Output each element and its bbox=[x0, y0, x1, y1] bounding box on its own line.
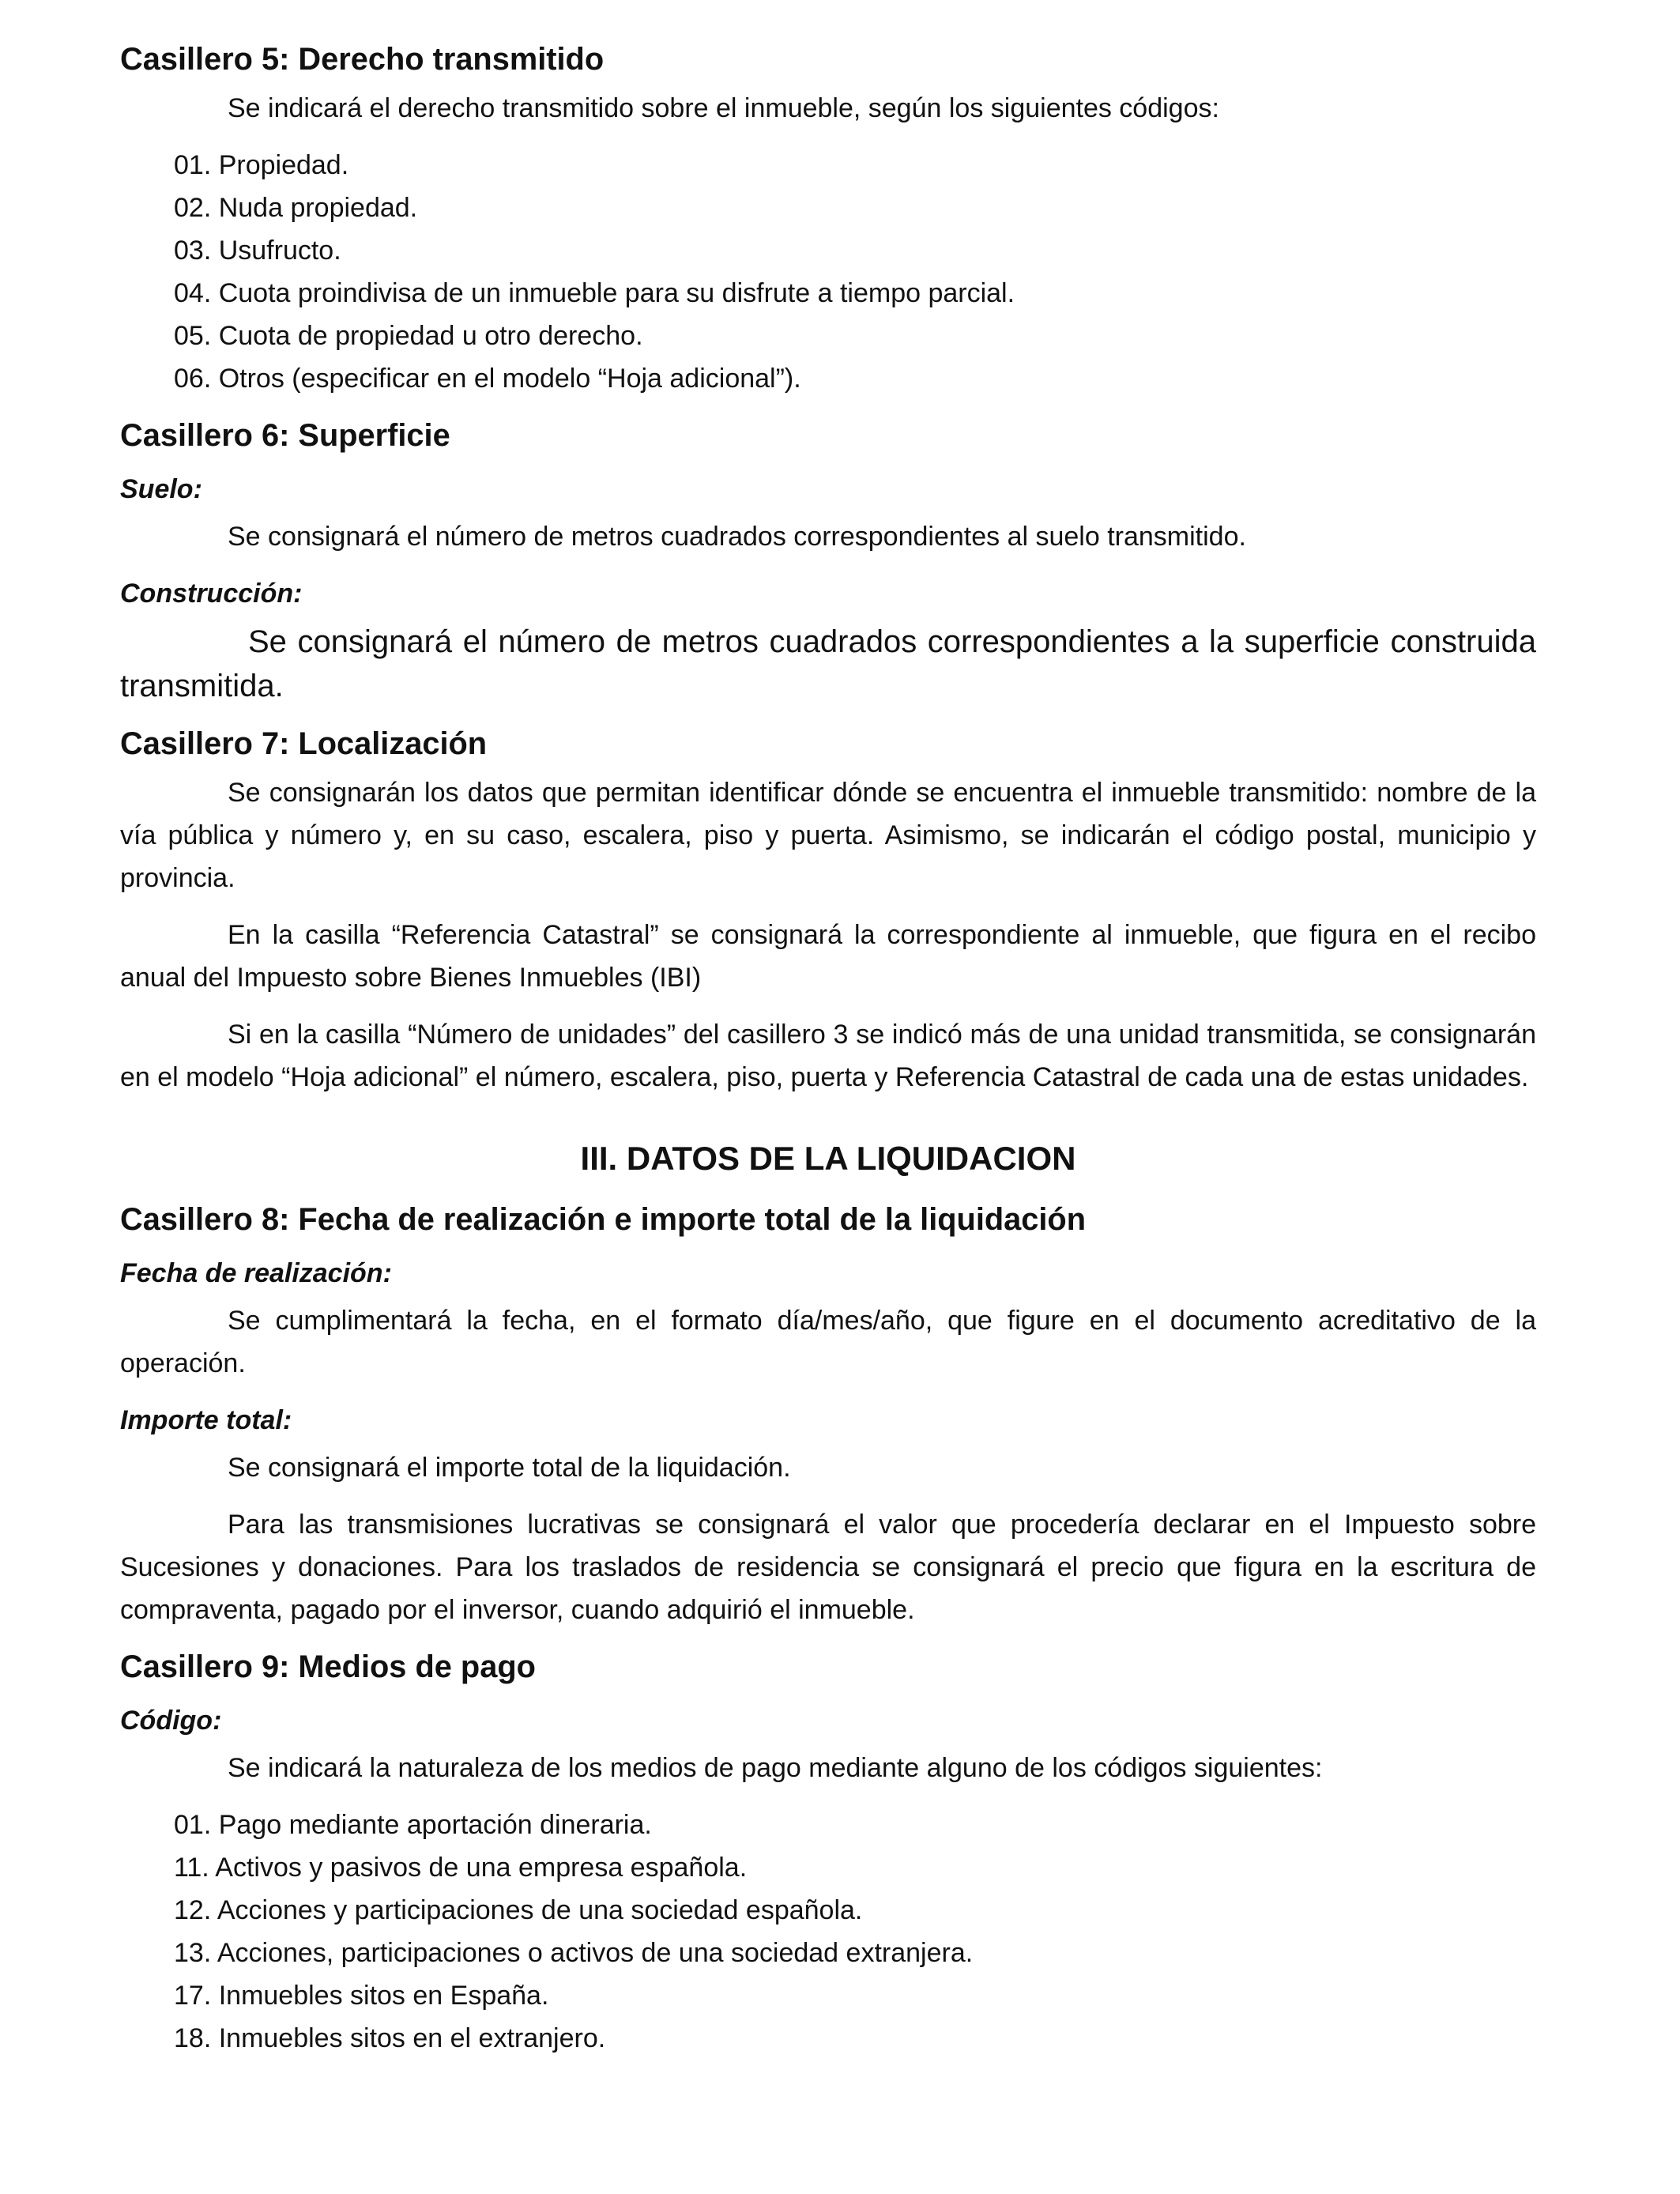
list-item: 11. Activos y pasivos de una empresa española. bbox=[174, 1853, 748, 1883]
document-content bbox=[120, 38, 1536, 2074]
list-item: 01. Propiedad. bbox=[174, 150, 349, 180]
casillero-8-heading: Casillero 8: Fecha de realización e importe total de la liquidación bbox=[120, 1202, 1087, 1237]
list-item: 01. Pago mediante aportación dineraria. bbox=[174, 1810, 652, 1840]
importe-text: Se consignará el importe total de la liquidación. bbox=[228, 1453, 791, 1483]
casillero-9-heading: Casillero 9: Medios de pago bbox=[120, 1649, 536, 1684]
fecha-text: Se cumplimentará la fecha, en el formato día/mes/año, que figure en el documento acreditativo de la operación. bbox=[120, 1306, 1536, 1378]
casillero-6-heading: Casillero 6: Superficie bbox=[120, 418, 450, 453]
importe-text-2: Para las transmisiones lucrativas se consignará el valor que procedería declarar en el Impuesto sobre Sucesiones y donaciones. Para los traslados de residencia se consignará el precio que figura en la escritura de compraventa, pagado por el inversor, cuando adquirió el inmueble. bbox=[120, 1510, 1536, 1625]
list-item: 04. Cuota proindivisa de un inmueble para su disfrute a tiempo parcial. bbox=[174, 278, 1015, 308]
list-item: 05. Cuota de propiedad u otro derecho. bbox=[174, 321, 643, 351]
casillero-5-heading: Casillero 5: Derecho transmitido bbox=[120, 42, 605, 77]
list-item: 12. Acciones y participaciones de una sociedad española. bbox=[174, 1895, 863, 1925]
localizacion-paragraph-1: Se consignarán los datos que permitan identificar dónde se encuentra el inmueble transmitido: nombre de la vía pública y número y, en su caso, escalera, piso y puerta. Asimismo, se indicarán el código postal, municipio y provincia. bbox=[120, 778, 1536, 893]
construccion-label: Construcción: bbox=[120, 579, 303, 609]
list-item: 06. Otros (especificar en el modelo “Hoja adicional”). bbox=[174, 364, 801, 394]
fecha-label: Fecha de realización: bbox=[120, 1258, 392, 1288]
derecho-codes-list bbox=[174, 144, 1536, 400]
list-item: 18. Inmuebles sitos en el extranjero. bbox=[174, 2023, 606, 2053]
medios-pago-codes-list bbox=[174, 1804, 1536, 2060]
importe-label: Importe total: bbox=[120, 1405, 292, 1435]
casillero-7-heading: Casillero 7: Localización bbox=[120, 726, 488, 761]
section-title: III. DATOS DE LA LIQUIDACION bbox=[580, 1140, 1076, 1177]
list-item: 13. Acciones, participaciones o activos de una sociedad extranjera. bbox=[174, 1938, 974, 1968]
list-item: 03. Usufructo. bbox=[174, 236, 341, 266]
suelo-text: Se consignará el número de metros cuadrados correspondientes al suelo transmitido. bbox=[228, 522, 1246, 552]
list-item: 02. Nuda propiedad. bbox=[174, 193, 418, 223]
suelo-label: Suelo: bbox=[120, 474, 202, 504]
list-item: 17. Inmuebles sitos en España. bbox=[174, 1981, 549, 2011]
casillero-5-intro: Se indicará el derecho transmitido sobre el inmueble, según los siguientes códigos: bbox=[228, 93, 1219, 123]
localizacion-paragraph-2: En la casilla “Referencia Catastral” se consignará la correspondiente al inmueble, que figura en el recibo anual del Impuesto sobre Bienes Inmuebles (IBI) bbox=[120, 920, 1536, 993]
localizacion-paragraph-3: Si en la casilla “Número de unidades” del casillero 3 se indicó más de una unidad transmitida, se consignarán en el modelo “Hoja adicional” el número, escalera, piso, puerta y Referencia Catastral de cada una de estas unidades. bbox=[120, 1020, 1536, 1092]
codigo-label: Código: bbox=[120, 1706, 222, 1736]
codigo-text: Se indicará la naturaleza de los medios de pago mediante alguno de los códigos siguientes: bbox=[228, 1753, 1323, 1783]
construccion-text: Se consignará el número de metros cuadrados correspondientes a la superficie construida transmitida. bbox=[120, 624, 1536, 703]
